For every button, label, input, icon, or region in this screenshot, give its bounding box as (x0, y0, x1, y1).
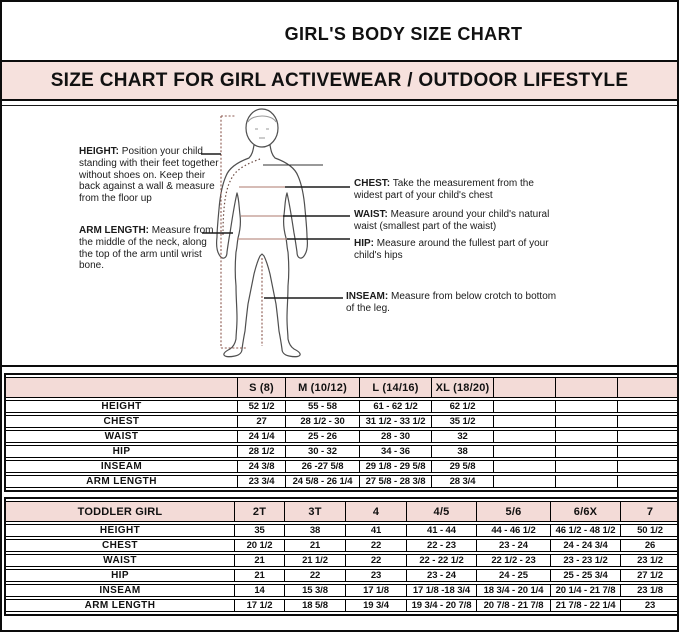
size-value-cell: 28 - 30 (359, 430, 431, 443)
size-value-cell: 15 3/8 (284, 584, 345, 597)
column-header: 6/6X (550, 501, 620, 522)
size-value-cell: 22 (345, 539, 406, 552)
size-value-cell: 35 1/2 (431, 415, 493, 428)
table-row (6, 400, 679, 413)
size-value-cell: 27 (237, 415, 285, 428)
chest-instruction-label: CHEST: (354, 178, 391, 189)
inseam-instruction-text: Measure from below crotch to bottom of the leg. (346, 291, 557, 314)
size-value-cell: 26 -27 5/8 (285, 460, 359, 473)
size-value-cell: 23 1/2 (620, 554, 679, 567)
column-header (555, 377, 617, 398)
size-value-cell: 20 1/4 - 21 7/8 (550, 584, 620, 597)
size-value-cell: 30 - 32 (285, 445, 359, 458)
size-value-cell: 35 (234, 524, 284, 537)
size-value-cell (493, 445, 555, 458)
column-header (6, 377, 237, 398)
column-header (617, 377, 679, 398)
size-value-cell: 22 - 22 1/2 (406, 554, 476, 567)
size-value-cell (555, 415, 617, 428)
waist-instruction (354, 209, 566, 233)
size-value-cell: 61 - 62 1/2 (359, 400, 431, 413)
size-value-cell: 25 - 25 3/4 (550, 569, 620, 582)
inseam-instruction (346, 291, 558, 315)
size-value-cell: 22 1/2 - 23 (476, 554, 550, 567)
column-header: S (8) (237, 377, 285, 398)
table-row (6, 430, 679, 443)
size-value-cell (555, 400, 617, 413)
girl-size-table (4, 373, 679, 492)
size-value-cell (493, 430, 555, 443)
size-value-cell: 21 7/8 - 22 1/4 (550, 599, 620, 612)
size-value-cell (555, 430, 617, 443)
size-value-cell (555, 445, 617, 458)
size-value-cell: 14 (234, 584, 284, 597)
size-value-cell (555, 460, 617, 473)
size-value-cell: 22 - 23 (406, 539, 476, 552)
size-value-cell (617, 430, 679, 443)
size-value-cell: 24 1/4 (237, 430, 285, 443)
size-value-cell: 24 - 25 (476, 569, 550, 582)
table-row (6, 569, 679, 582)
row-label: CHEST (6, 415, 237, 428)
column-header (493, 377, 555, 398)
inseam-instruction-label: INSEAM: (346, 291, 389, 302)
arm-length-instruction (79, 225, 215, 272)
column-header: 5/6 (476, 501, 550, 522)
size-value-cell: 18 3/4 - 20 1/4 (476, 584, 550, 597)
size-value-cell: 23 (345, 569, 406, 582)
size-value-cell: 34 - 36 (359, 445, 431, 458)
size-value-cell: 21 (234, 554, 284, 567)
arm-length-instruction-text: Measure from the middle of the neck, along the top of the arm until wrist bone. (79, 225, 214, 272)
row-label: ARM LENGTH (6, 599, 234, 612)
size-value-cell: 28 1/2 - 30 (285, 415, 359, 428)
title-bar (2, 2, 677, 62)
size-value-cell: 20 1/2 (234, 539, 284, 552)
size-value-cell: 22 (345, 554, 406, 567)
table-row (6, 584, 679, 597)
waist-instruction-label: WAIST: (354, 209, 388, 220)
size-value-cell (617, 475, 679, 488)
size-value-cell: 41 - 44 (406, 524, 476, 537)
size-value-cell: 38 (284, 524, 345, 537)
row-label: HIP (6, 445, 237, 458)
size-value-cell: 17 1/8 (345, 584, 406, 597)
hip-instruction-text: Measure around the fullest part of your child's hips (354, 238, 549, 261)
size-value-cell (493, 415, 555, 428)
size-value-cell: 44 - 46 1/2 (476, 524, 550, 537)
measurement-diagram (2, 105, 677, 367)
size-value-cell (617, 400, 679, 413)
size-value-cell: 46 1/2 - 48 1/2 (550, 524, 620, 537)
column-header: TODDLER GIRL (6, 501, 234, 522)
table-row (6, 554, 679, 567)
height-instruction (79, 146, 221, 205)
row-label: ARM LENGTH (6, 475, 237, 488)
size-value-cell: 62 1/2 (431, 400, 493, 413)
size-value-cell: 23 - 23 1/2 (550, 554, 620, 567)
column-header: 4 (345, 501, 406, 522)
size-value-cell: 38 (431, 445, 493, 458)
column-header: 4/5 (406, 501, 476, 522)
height-instruction-text: Position your child standing with their feet together without shoes on. Keep their back against a wall & measure from the floor up (79, 146, 219, 205)
size-value-cell: 21 (234, 569, 284, 582)
size-value-cell (617, 460, 679, 473)
size-value-cell: 23 1/8 (620, 584, 679, 597)
size-value-cell: 50 1/2 (620, 524, 679, 537)
column-header: 2T (234, 501, 284, 522)
banner-title: SIZE CHART FOR GIRL ACTIVEWEAR / OUTDOOR LIFESTYLE (50, 69, 629, 91)
size-value-cell: 41 (345, 524, 406, 537)
toddler-table-header-row (6, 501, 679, 522)
hip-instruction (354, 238, 550, 262)
table-row (6, 524, 679, 537)
size-value-cell: 21 (284, 539, 345, 552)
size-value-cell: 23 - 24 (476, 539, 550, 552)
size-value-cell (493, 460, 555, 473)
size-value-cell: 29 1/8 - 29 5/8 (359, 460, 431, 473)
size-value-cell: 24 - 24 3/4 (550, 539, 620, 552)
column-header: M (10/12) (285, 377, 359, 398)
table-row (6, 460, 679, 473)
toddler-girl-size-table (4, 497, 679, 616)
row-label: CHEST (6, 539, 234, 552)
banner (2, 62, 677, 101)
size-value-cell: 31 1/2 - 33 1/2 (359, 415, 431, 428)
size-value-cell: 28 3/4 (431, 475, 493, 488)
size-value-cell: 24 3/8 (237, 460, 285, 473)
size-value-cell: 17 1/2 (234, 599, 284, 612)
body-outline (217, 145, 308, 357)
size-value-cell (617, 415, 679, 428)
waist-instruction-text: Measure around your child's natural waist (smallest part of the waist) (354, 209, 550, 232)
height-instruction-label: HEIGHT: (79, 146, 119, 157)
row-label: HEIGHT (6, 400, 237, 413)
size-value-cell: 21 1/2 (284, 554, 345, 567)
table-row (6, 539, 679, 552)
size-value-cell: 19 3/4 - 20 7/8 (406, 599, 476, 612)
size-value-cell: 32 (431, 430, 493, 443)
chest-instruction-text: Take the measurement from the widest part of your child's chest (354, 178, 534, 201)
size-value-cell: 52 1/2 (237, 400, 285, 413)
size-value-cell: 27 5/8 - 28 3/8 (359, 475, 431, 488)
chest-instruction (354, 178, 550, 202)
row-label: INSEAM (6, 584, 234, 597)
page-title: GIRL'S BODY SIZE CHART (284, 23, 523, 44)
row-label: HEIGHT (6, 524, 234, 537)
size-value-cell: 22 (284, 569, 345, 582)
table-row (6, 599, 679, 612)
hip-instruction-label: HIP: (354, 238, 374, 249)
size-value-cell (493, 475, 555, 488)
size-value-cell: 24 5/8 - 26 1/4 (285, 475, 359, 488)
table-row (6, 475, 679, 488)
size-value-cell: 25 - 26 (285, 430, 359, 443)
size-value-cell: 27 1/2 (620, 569, 679, 582)
size-table-header-row (6, 377, 679, 398)
row-label: WAIST (6, 554, 234, 567)
table-row (6, 415, 679, 428)
size-value-cell: 26 (620, 539, 679, 552)
size-value-cell: 18 5/8 (284, 599, 345, 612)
size-value-cell: 17 1/8 -18 3/4 (406, 584, 476, 597)
size-value-cell (493, 400, 555, 413)
arm-length-instruction-label: ARM LENGTH: (79, 225, 149, 236)
size-value-cell (555, 475, 617, 488)
size-value-cell: 29 5/8 (431, 460, 493, 473)
table-row (6, 445, 679, 458)
size-value-cell (617, 445, 679, 458)
size-value-cell: 20 7/8 - 21 7/8 (476, 599, 550, 612)
size-value-cell: 23 - 24 (406, 569, 476, 582)
column-header: XL (18/20) (431, 377, 493, 398)
column-header: 7 (620, 501, 679, 522)
size-value-cell: 55 - 58 (285, 400, 359, 413)
size-value-cell: 19 3/4 (345, 599, 406, 612)
column-header: L (14/16) (359, 377, 431, 398)
row-label: HIP (6, 569, 234, 582)
row-label: WAIST (6, 430, 237, 443)
size-value-cell: 28 1/2 (237, 445, 285, 458)
head-outline (246, 109, 278, 147)
column-header: 3T (284, 501, 345, 522)
row-label: INSEAM (6, 460, 237, 473)
size-value-cell: 23 (620, 599, 679, 612)
size-value-cell: 23 3/4 (237, 475, 285, 488)
